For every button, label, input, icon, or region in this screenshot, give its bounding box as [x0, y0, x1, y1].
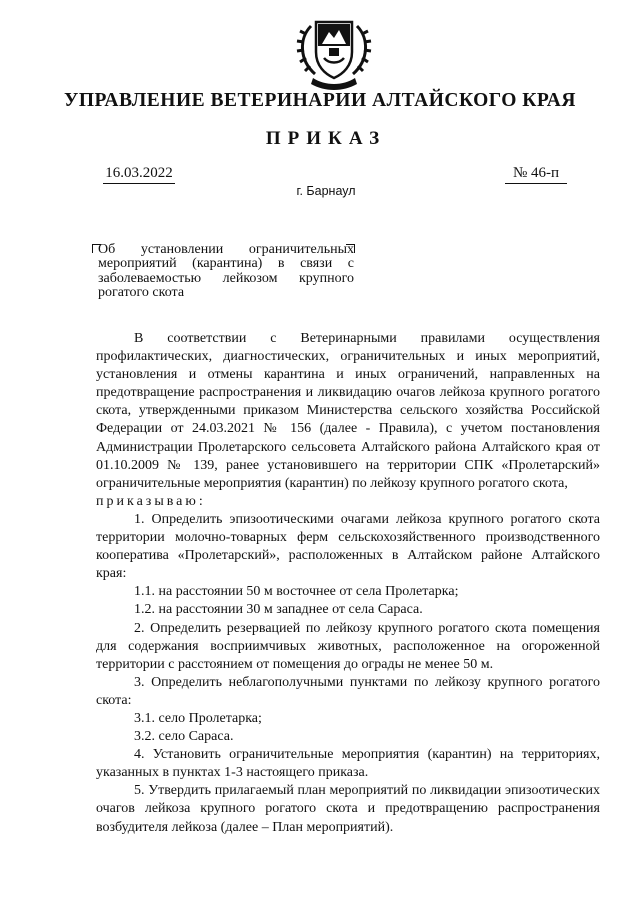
preamble: В соответствии с Ветеринарными правилами осуществления профилактических, диагностических, ограничительных и иных мероприятий, установления и отмены карантина и иных ограничений, направленных на предотвращение распространения и ликвидацию очагов лейкоза крупного рогатого скота, утвержденными приказом Министерства сельского хозяйства Российской Федерации от 24.03.2021 № 156 (далее - Правила), с учетом постановления Администрации Пролетарского сельсовета Алтайского района Алтайского края от 01.10.2009 № 139, ранее установившего на территории СПК «Пролетарский» ограничительные мероприятия (карантин) по лейкозу крупного рогатого скота,	[96, 331, 600, 491]
item-2: 2. Определить резервацией по лейкозу крупного рогатого скота помещения для содержания восприимчивых животных, расположенное на огороженной территории с расстоянием от помещения до ограды не менее 50 м.	[96, 620, 600, 672]
item-1: 1. Определить эпизоотическими очагами лейкоза крупного рогатого скота территории молочно-товарных ферм сельскохозяйственного производственного кооператива «Пролетарский», расположенных в Алтайском районе Алтайского края:	[96, 511, 600, 582]
document-type: ПРИКАЗ	[265, 128, 387, 149]
item-4: 4. Установить ограничительные мероприятия (карантин) на территориях, указанных в пунктах 1-3 настоящего приказа.	[96, 747, 600, 781]
item-1-2: 1.2. на расстоянии 30 м западнее от села Сараса.	[134, 602, 423, 618]
item-1-1: 1.1. на расстоянии 50 м восточнее от села Пролетарка;	[134, 584, 459, 600]
document-date: 16.03.2022	[103, 165, 175, 184]
organization-name: УПРАВЛЕНИЕ ВЕТЕРИНАРИИ АЛТАЙСКОГО КРАЯ	[64, 90, 576, 111]
item-5: 5. Утвердить прилагаемый план мероприятий по ликвидации эпизоотических очагов лейкоза крупного рогатого скота и предотвращению распространения возбудителя лейкоза (далее – План мероприятий).	[96, 783, 600, 835]
document-city: г. Барнаул	[296, 184, 356, 198]
item-3-2: 3.2. село Сараса.	[134, 729, 234, 745]
document-subject: Об установлении ограничительных мероприятий (карантина) в связи с заболеваемостью лейкозом крупного рогатого скота	[98, 242, 354, 301]
order-word: приказываю:	[96, 493, 206, 509]
document-number: № 46-п	[505, 165, 567, 184]
item-3-1: 3.1. село Пролетарка;	[134, 710, 262, 726]
coat-of-arms-icon	[291, 8, 377, 92]
document-body	[96, 330, 600, 837]
item-3: 3. Определить неблагополучными пунктами по лейкозу крупного рогатого скота:	[96, 674, 600, 708]
